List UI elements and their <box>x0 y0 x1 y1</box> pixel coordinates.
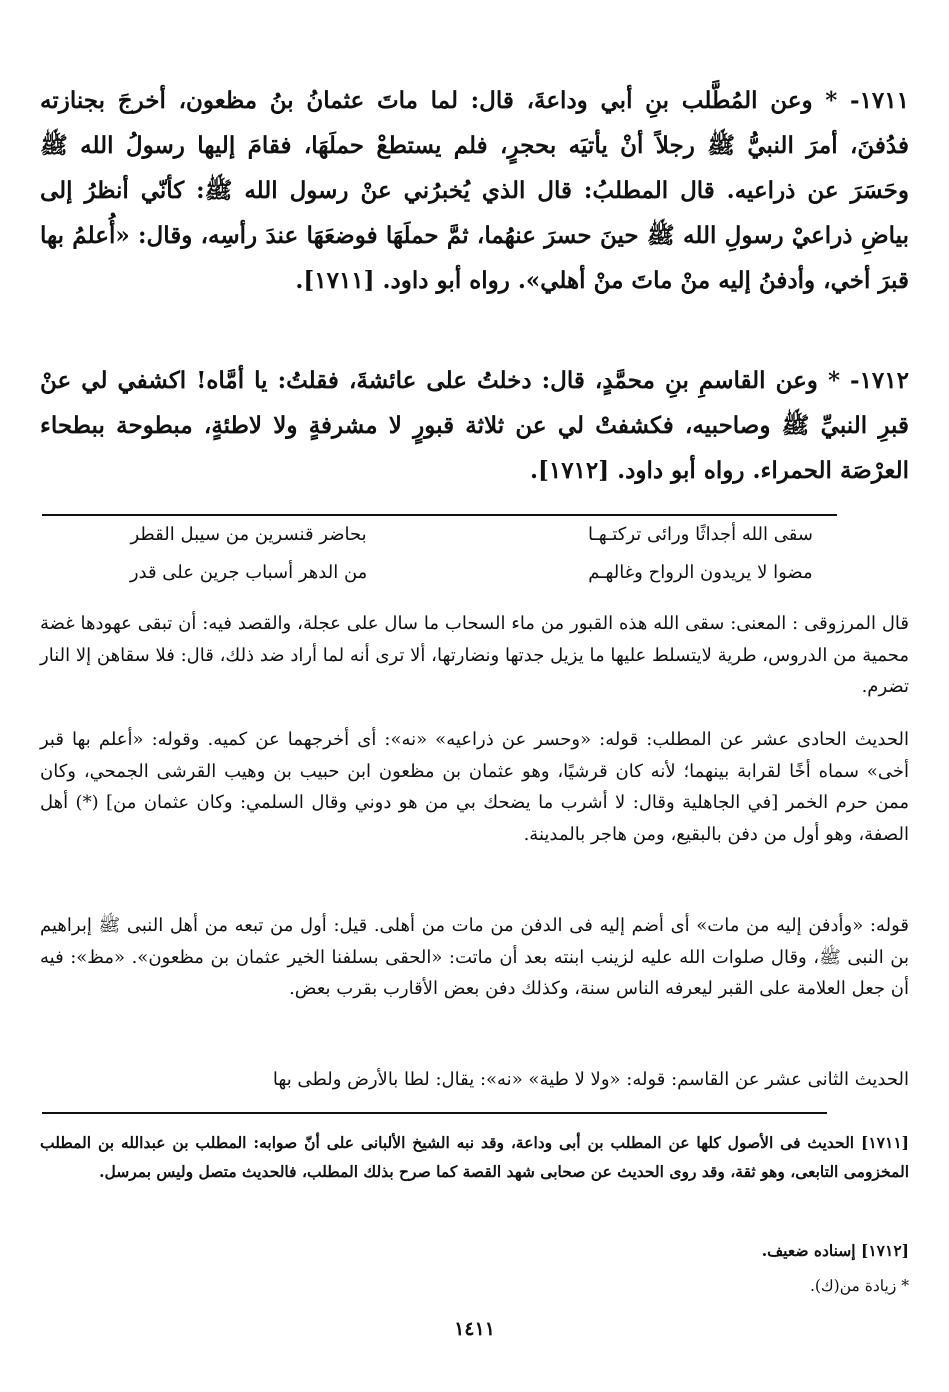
footnote-divider <box>42 1112 827 1114</box>
poem-line-1 <box>40 524 909 560</box>
poem-hemistich: مضوا لا يريدون الرواح وغالهـم <box>588 562 813 583</box>
footnote-star: * زيادة من(ك). <box>809 1277 909 1295</box>
footnote-1711: [١٧١١] الحديث فى الأصول كلها عن المطلب بن أبى وداعة، وقد نبه الشيخ الألبانى على أنّ صوابه: المطلب بن عبدالله بن المطلب المخزومى التابعى، وهو ثقة، وقد روى الحديث عن صحابى شهد القصة كما صرح بذلك المطلب، فالحديث متصل وليس بمرسل. <box>40 1133 909 1181</box>
footnote-1712: [١٧١٢] إسناده ضعيف. <box>761 1241 909 1260</box>
commentary-paragraph: الحديث الحادى عشر عن المطلب: قوله: «وحسر عن ذراعيه» «نه»: أى أخرجهما عن كميه. وقوله: «أعلم بها قبر أخى» سماه أخًا لقرابة بينهما؛ لأنه كان قرشيًا، وهو عثمان بن مظعون ابن حبيب بن وهيب القرشى الجمحي، وكان ممن حرم الخمر [في الجاهلية وقال: لا أشرب ما يضحك بي من هو دوني وقال السلمي: وكان عثمان من] (*) أهل الصفة، وهو أول من دفن بالبقيع، ومن هاجر بالمدينة. <box>40 729 910 845</box>
poem-line-2 <box>40 562 909 598</box>
section-divider <box>42 514 837 516</box>
commentary-paragraph: الحديث الثانى عشر عن القاسم: قوله: «ولا لا طية» «نه»: يقال: لطا بالأرض ولطى بها <box>272 1069 909 1090</box>
hadith-1711: ١٧١١- * وعن المُطَّلب بنِ أبي وداعةَ، قال: لما ماتَ عثمانُ بنُ مظعون، أخرجَ بجنازته فدُفنَ، أمرَ النبيُّ ﷺ رجلاً أنْ يأتيَه بحجرٍ، فلم يستطعْ حملَهَا، فقامَ إليها رسولُ الله ﷺ وحَسَرَ عن ذراعيه. قال المطلبُ: قال الذي يُخبرُني عنْ رسول الله ﷺ: كأنّي أنظرُ إلى بياضِ ذراعيْ رسولِ الله ﷺ حينَ حسرَ عنهُما، ثمَّ حملَهَا فوضعَهَا عندَ رأسِه، وقال: «أُعلمُ بها قبرَ أخي، وأدفنُ إليه منْ ماتَ منْ أهلي». رواه أبو داود. [١٧١١]. <box>40 87 909 294</box>
commentary-paragraph: قوله: «وأدفن إليه من مات» أى أضم إليه فى الدفن من مات من أهلى. قيل: أول من تبعه من أهل النبى ﷺ إبراهيم بن النبى ﷺ، وقال صلوات الله عليه لزينب ابنته بعد أن ماتت: «الحقى بسلفنا الخير عثمان بن مظعون». «مظ»: فيه أن جعل العلامة على القبر ليعرفه الناس سنة، وكذلك دفن بعض الأقارب بقرب بعض. <box>40 915 909 999</box>
poem-hemistich: بحاضر قنسرين من سيبل القطر <box>130 524 367 545</box>
page-number: ١٤١١ <box>454 1318 495 1340</box>
hadith-1712: ١٧١٢- * وعن القاسمِ بنِ محمَّدٍ، قال: دخلتُ على عائشةَ، فقلتُ: يا أمَّاه! اكشفي لي عنْ قبرِ النبيِّ ﷺ وصاحبيه، فكشفتْ لي عن ثلاثة قبورٍ لا مشرفةٍ ولا لاطئةٍ، مبطوحة ببطحاء العرْصَة الحمراء. رواه أبو داود. [١٧١٢]. <box>40 367 909 484</box>
commentary-paragraph: قال المرزوقى : المعنى: سقى الله هذه القبور من ماء السحاب ما سال على عجلة، والقصد فيه: أن تبقى عهودها غضة محمية من الدروس، طرية لايتسلط عليها ما يزيل جدتها ونضارتها، ألا ترى أنه لما أراد ضد ذلك، قال: فلا سقاهن إلا النار تضرم. <box>40 613 909 697</box>
poem-hemistich: سقى الله أجداثًا ورائى تركتـهـا <box>587 524 813 545</box>
poem-hemistich: من الدهر أسباب جرين على قدر <box>129 562 368 583</box>
